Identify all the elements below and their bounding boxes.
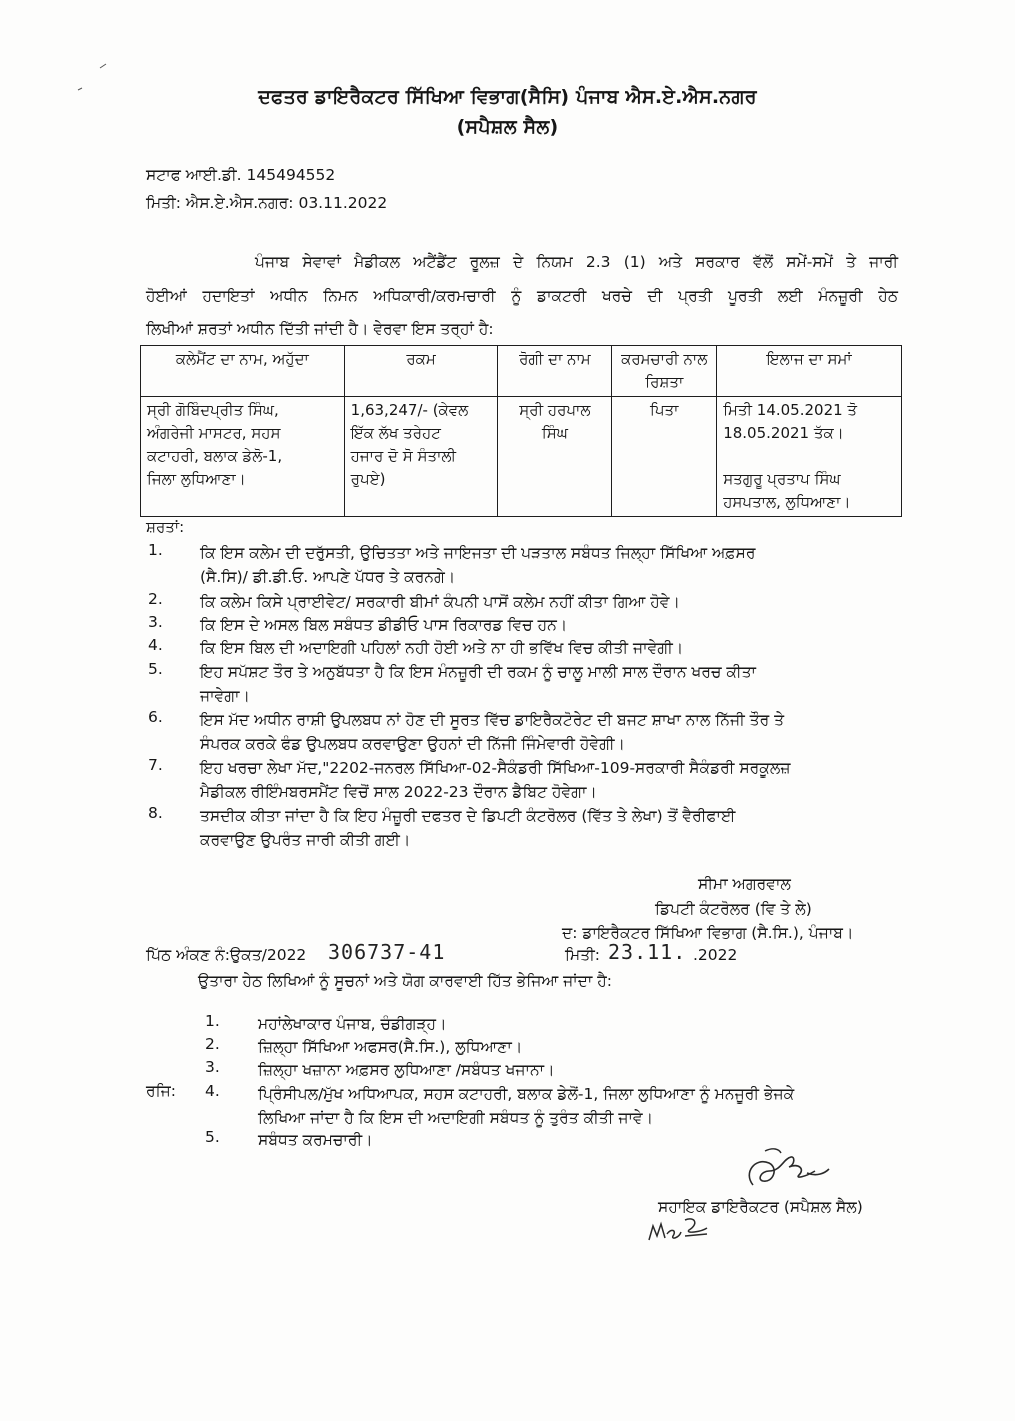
- endorsement-forward-text: ਉਤਾਰਾ ਹੇਠ ਲਿਖਿਆਂ ਨੂੰ ਸੂਚਨਾਂ ਅਤੇ ਯੋਗ ਕਾਰਵਾਈ ਹਿੱਤ ਭੇਜਿਆ ਜਾਂਦਾ ਹੈ:: [198, 972, 613, 990]
- condition-item: [200, 660, 900, 708]
- treatment-line: 18.05.2021 ਤੱਕ।: [723, 424, 844, 442]
- cell-claimant: [141, 397, 345, 517]
- endorsement-date-year: .2022: [693, 946, 738, 964]
- header-treatment: ਇਲਾਜ ਦਾ ਸਮਾਂ: [717, 346, 902, 397]
- condition-line: ਕਿ ਇਸ ਦੇ ਅਸਲ ਬਿਲ ਸਬੰਧਤ ਡੀਡੀਓ ਪਾਸ ਰਿਕਾਰਡ ਵਿਚ ਹਨ।: [200, 616, 568, 634]
- condition-line: ਜਾਵੇਗਾ।: [200, 687, 250, 705]
- amount-line: ਇੱਕ ਲੱਖ ਤਰੇਹਟ: [350, 424, 441, 442]
- endorsement-number-handwritten: 306737-41: [328, 940, 446, 964]
- treatment-line: ਸਤਗੁਰੂ ਪ੍ਰਤਾਪ ਸਿੰਘ: [723, 470, 841, 488]
- claimant-line: ਅੰਗਰੇਜੀ ਮਾਸਟਰ, ਸਹਸ: [147, 424, 281, 442]
- condition-number: 8.: [148, 804, 163, 822]
- condition-line: (ਸੈ.ਸਿ)/ ਡੀ.ਡੀ.ਓ. ਆਪਣੇ ਪੱਧਰ ਤੇ ਕਰਨਗੇ।: [200, 568, 456, 586]
- endorsement-number-label: ਪਿੱਠ ਅੰਕਣ ਨੰ:ਉਕਤ/2022: [146, 946, 307, 964]
- scan-mark: [72, 58, 112, 98]
- copy-item: ਜ਼ਿਲ੍ਹਾ ਸਿੱਖਿਆ ਅਫਸਰ(ਸੈ.ਸਿ.), ਲੁਧਿਆਣਾ।: [258, 1038, 523, 1056]
- condition-item: [200, 590, 900, 614]
- header-relation: ਕਰਮਚਾਰੀ ਨਾਲ ਰਿਸ਼ਤਾ: [612, 346, 717, 397]
- claim-table: [140, 345, 902, 517]
- copy-line: ਪ੍ਰਿੰਸੀਪਲ/ਮੁੱਖ ਅਧਿਆਪਕ, ਸਹਸ ਕਟਾਹਰੀ, ਬਲਾਕ ਡੇਲੋਂ-1, ਜਿਲਾ ਲੁਧਿਆਣਾ ਨੂੰ ਮਨਜੂਰੀ ਭੇਜਕੇ: [258, 1085, 795, 1103]
- treatment-spacer: [723, 445, 895, 468]
- treatment-line: ਹਸਪਤਾਲ, ਲੁਧਿਆਣਾ।: [723, 493, 851, 511]
- condition-line: ਕਿ ਇਸ ਕਲੇਮ ਦੀ ਦਰੁੱਸਤੀ, ਉਚਿਤਤਾ ਅਤੇ ਜਾਇਜਤਾ ਦੀ ਪੜਤਾਲ ਸਬੰਧਤ ਜਿਲ੍ਹਾ ਸਿੱਖਿਆ ਅਫ਼ਸਰ: [200, 544, 756, 562]
- condition-line: ਸੰਪਰਕ ਕਰਕੇ ਫੰਡ ਉਪਲਬਧ ਕਰਵਾਉਣਾ ਉਹਨਾਂ ਦੀ ਨਿੱਜੀ ਜਿੰਮੇਵਾਰੀ ਹੋਵੇਗੀ।: [200, 735, 625, 753]
- condition-number: 3.: [148, 613, 163, 631]
- cell-amount: [344, 397, 498, 517]
- endorsement-date-handwritten: 23.11.: [608, 940, 687, 964]
- cell-treatment: [717, 397, 902, 517]
- condition-item: [200, 613, 900, 637]
- condition-item: [200, 804, 900, 852]
- copy-number: 4.: [205, 1082, 220, 1100]
- copy-item: ਜ਼ਿਲ੍ਹਾ ਖਜ਼ਾਨਾ ਅਫ਼ਸਰ ਲੁਧਿਆਣਾ /ਸਬੰਧਤ ਖਜਾਨਾ।: [258, 1061, 555, 1079]
- header-patient: ਰੋਗੀ ਦਾ ਨਾਮ: [498, 346, 612, 397]
- condition-number: 7.: [148, 756, 163, 774]
- condition-item: [200, 756, 900, 804]
- signature-scribble: [735, 1143, 835, 1198]
- endorsement-date-label: ਮਿਤੀ:: [565, 946, 600, 964]
- issue-date: ਮਿਤੀ: ਐਸ.ਏ.ਐਸ.ਨਗਰ: 03.11.2022: [146, 194, 388, 212]
- amount-line: ਰੁਪਏ): [350, 470, 386, 488]
- condition-item: [200, 636, 900, 660]
- copy-item: ਮਹਾਂਲੇਖਾਕਾਰ ਪੰਜਾਬ, ਚੰਡੀਗੜ੍ਹ।: [258, 1015, 447, 1033]
- regd-label: ਰਜਿ:: [146, 1082, 176, 1100]
- amount-line: 1,63,247/- (ਕੇਵਲ: [350, 401, 469, 419]
- condition-number: 6.: [148, 708, 163, 726]
- signatory-office: ਦ: ਡਾਇਰੈਕਟਰ ਸਿੱਖਿਆ ਵਿਭਾਗ (ਸੈ.ਸਿ.), ਪੰਜਾਬ।: [562, 924, 854, 942]
- condition-number: 1.: [148, 541, 163, 559]
- office-title: ਦਫਤਰ ਡਾਇਰੈਕਟਰ ਸਿੱਖਿਆ ਵਿਭਾਗ(ਸੈਸਿ) ਪੰਜਾਬ ਐਸ.ਏ.ਐਸ.ਨਗਰ: [258, 86, 757, 108]
- claimant-line: ਜਿਲਾ ਲੁਧਿਆਣਾ।: [147, 470, 246, 488]
- conditions-heading: ਸ਼ਰਤਾਂ:: [146, 518, 185, 536]
- condition-line: ਇਹ ਖਰਚਾ ਲੇਖਾ ਮੱਦ,"2202-ਜਨਰਲ ਸਿੱਖਿਆ-02-ਸੈਕੰਡਰੀ ਸਿੱਖਿਆ-109-ਸਰਕਾਰੀ ਸੈਕੰਡਰੀ ਸਰਕੂਲਜ਼: [200, 759, 791, 777]
- claimant-line: ਕਟਾਹਰੀ, ਬਲਾਕ ਡੇਲੋ-1,: [147, 447, 283, 465]
- condition-item: [200, 708, 900, 756]
- condition-line: ਇਸ ਮੱਦ ਅਧੀਨ ਰਾਸ਼ੀ ਉਪਲਬਧ ਨਾਂ ਹੋਣ ਦੀ ਸੂਰਤ ਵਿੱਚ ਡਾਇਰੈਕਟੋਰੇਟ ਦੀ ਬਜਟ ਸ਼ਾਖਾ ਨਾਲ ਨਿੱਜੀ ਤੌਰ ਤੇ: [200, 711, 785, 729]
- condition-line: ਤਸਦੀਕ ਕੀਤਾ ਜਾਂਦਾ ਹੈ ਕਿ ਇਹ ਮੰਜ਼ੂਰੀ ਦਫਤਰ ਦੇ ਡਿਪਟੀ ਕੰਟਰੋਲਰ (ਵਿੱਤ ਤੇ ਲੇਖਾ) ਤੋਂ ਵੈਰੀਫਾਈ: [200, 807, 736, 825]
- condition-line: ਮੈਡੀਕਲ ਰੀਇੰਮਬਰਸਮੈਂਟ ਵਿਚੋਂ ਸਾਲ 2022-23 ਦੌਰਾਨ ਡੈਬਿਟ ਹੋਵੇਗਾ।: [200, 783, 597, 801]
- table-header-row: [141, 346, 902, 397]
- header-amount: ਰਕਮ: [344, 346, 498, 397]
- intro-line-2: ਹੋਈਆਂ ਹਦਾਇਤਾਂ ਅਧੀਨ ਨਿਮਨ ਅਧਿਕਾਰੀ/ਕਰਮਚਾਰੀ ਨੂੰ ਡਾਕਟਰੀ ਖਰਚੇ ਦੀ ਪ੍ਰਤੀ ਪੂਰਤੀ ਲਈ ਮੰਨਜ਼ੂਰੀ ਹੇਠ: [146, 287, 898, 305]
- condition-line: ਕਿ ਕਲੇਮ ਕਿਸੇ ਪ੍ਰਾਈਵੇਟ/ ਸਰਕਾਰੀ ਬੀਮਾਂ ਕੰਪਨੀ ਪਾਸੋਂ ਕਲੇਮ ਨਹੀਂ ਕੀਤਾ ਗਿਆ ਹੋਵੇ।: [200, 593, 680, 611]
- condition-line: ਕਿ ਇਸ ਬਿਲ ਦੀ ਅਦਾਇਗੀ ਪਹਿਲਾਂ ਨਹੀ ਹੋਈ ਅਤੇ ਨਾ ਹੀ ਭਵਿੱਖ ਵਿਚ ਕੀਤੀ ਜਾਵੇਗੀ।: [200, 639, 684, 657]
- copy-item: [258, 1082, 903, 1130]
- patient-line: ਸਿੰਘ: [541, 424, 568, 442]
- signatory-name: ਸੀਮਾ ਅਗਰਵਾਲ: [698, 875, 791, 893]
- claimant-line: ਸ੍ਰੀ ਗੋਬਿੰਦਪ੍ਰੀਤ ਸਿੰਘ,: [147, 401, 279, 419]
- table-row: [141, 397, 902, 517]
- signatory-designation: ਡਿਪਟੀ ਕੰਟਰੋਲਰ (ਵਿ ਤੇ ਲੇ): [655, 900, 812, 918]
- copy-number: 3.: [205, 1058, 220, 1076]
- initials-scribble: [645, 1212, 715, 1248]
- condition-number: 2.: [148, 590, 163, 608]
- copy-number: 1.: [205, 1012, 220, 1030]
- condition-number: 5.: [148, 660, 163, 678]
- office-subtitle: (ਸਪੈਸ਼ਲ ਸੈਲ): [456, 116, 559, 138]
- cell-relation: ਪਿਤਾ: [612, 397, 717, 517]
- condition-number: 4.: [148, 636, 163, 654]
- treatment-line: ਮਿਤੀ 14.05.2021 ਤੋ: [723, 401, 858, 419]
- condition-line: ਕਰਵਾਉਣ ਉਪਰੰਤ ਜਾਰੀ ਕੀਤੀ ਗਈ।: [200, 831, 411, 849]
- condition-line: ਇਹ ਸਪੱਸ਼ਟ ਤੌਰ ਤੇ ਅਨੁਬੱਧਤਾ ਹੈ ਕਿ ਇਸ ਮੰਨਜ਼ੂਰੀ ਦੀ ਰਕਮ ਨੂੰ ਚਾਲੂ ਮਾਲੀ ਸਾਲ ਦੌਰਾਨ ਖਰਚ ਕੀਤਾ: [200, 663, 756, 681]
- copy-item: ਸਬੰਧਤ ਕਰਮਚਾਰੀ।: [258, 1131, 373, 1149]
- staff-id: ਸਟਾਫ ਆਈ.ਡੀ. 145494552: [146, 166, 336, 184]
- footer-designation: ਸਹਾਇਕ ਡਾਇਰੈਕਟਰ (ਸਪੈਸ਼ਲ ਸੈਲ): [658, 1198, 863, 1216]
- condition-item: [200, 541, 900, 589]
- intro-line-1: ਪੰਜਾਬ ਸੇਵਾਵਾਂ ਮੈਡੀਕਲ ਅਟੈਂਡੈਂਟ ਰੂਲਜ਼ ਦੇ ਨਿਯਮ 2.3 (1) ਅਤੇ ਸਰਕਾਰ ਵੱਲੋਂ ਸਮੇਂ-ਸਮੇਂ ਤੇ ਜਾਰੀ: [255, 253, 898, 271]
- cell-patient: [498, 397, 612, 517]
- patient-line: ਸ੍ਰੀ ਹਰਪਾਲ: [519, 401, 591, 419]
- amount-line: ਹਜਾਰ ਦੋ ਸੋ ਸੰਤਾਲੀ: [350, 447, 457, 465]
- intro-line-3: ਲਿਖੀਆਂ ਸ਼ਰਤਾਂ ਅਧੀਨ ਦਿੱਤੀ ਜਾਂਦੀ ਹੈ। ਵੇਰਵਾ ਇਸ ਤਰ੍ਹਾਂ ਹੈ:: [146, 320, 494, 338]
- header-claimant: ਕਲੇਮੈਂਟ ਦਾ ਨਾਮ, ਅਹੁੱਦਾ: [141, 346, 345, 397]
- copy-line: ਲਿਖਿਆ ਜਾਂਦਾ ਹੈ ਕਿ ਇਸ ਦੀ ਅਦਾਇਗੀ ਸਬੰਧਤ ਨੂੰ ਤੁਰੰਤ ਕੀਤੀ ਜਾਵੇ।: [258, 1109, 654, 1127]
- copy-number: 2.: [205, 1035, 220, 1053]
- copy-number: 5.: [205, 1128, 220, 1146]
